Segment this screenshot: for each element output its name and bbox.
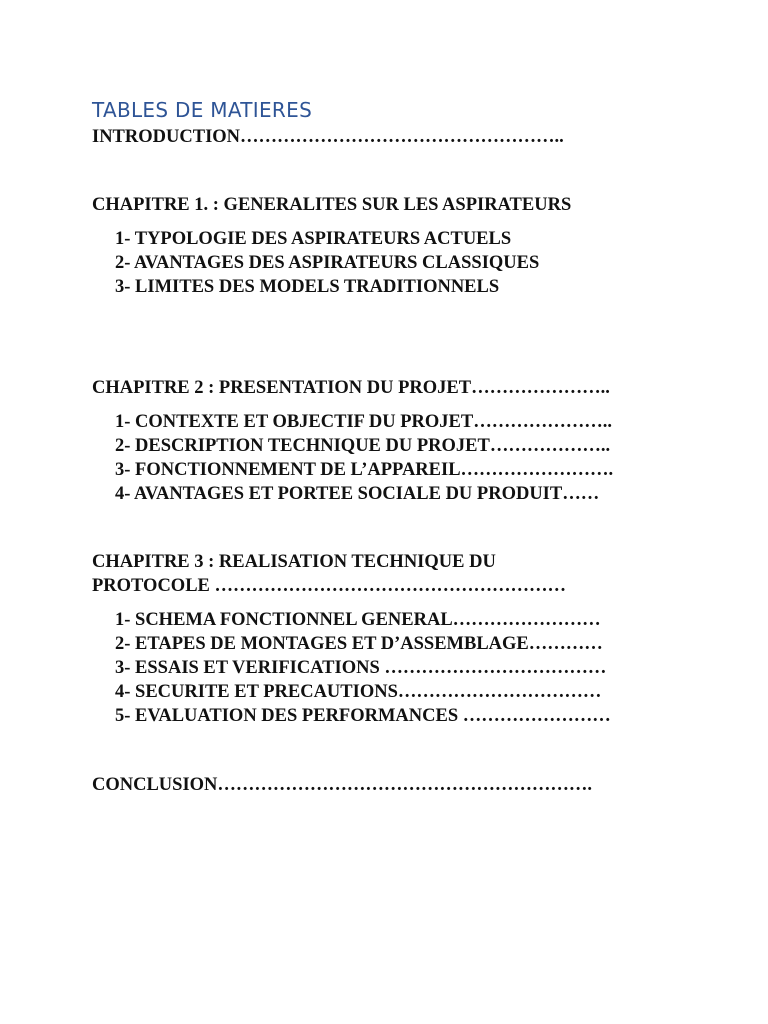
- chapter-1-item: 2- AVANTAGES DES ASPIRATEURS CLASSIQUES: [115, 253, 540, 273]
- toc-entry-conclusion: CONCLUSION…………………………………………………….: [92, 775, 593, 795]
- chapter-1-item: 3- LIMITES DES MODELS TRADITIONNELS: [115, 277, 500, 297]
- chapter-2-item: 2- DESCRIPTION TECHNIQUE DU PROJET………………..: [115, 436, 611, 456]
- toc-heading: TABLES DE MATIERES: [92, 98, 313, 122]
- chapter-3-title-continued: PROTOCOLE …………………………………………………: [92, 576, 566, 596]
- chapter-1-title: CHAPITRE 1. : GENERALITES SUR LES ASPIRATEURS: [92, 195, 572, 215]
- chapter-3-item: 2- ETAPES DE MONTAGES ET D’ASSEMBLAGE…………: [115, 634, 603, 654]
- chapter-2-item: 3- FONCTIONNEMENT DE L’APPAREIL…………………….: [115, 460, 614, 480]
- toc-entry-introduction: INTRODUCTION……………………………………………..: [92, 127, 564, 147]
- chapter-2-title: CHAPITRE 2 : PRESENTATION DU PROJET…………………..: [92, 378, 610, 398]
- chapter-3-item: 5- EVALUATION DES PERFORMANCES ……………………: [115, 706, 611, 726]
- chapter-2-item: 4- AVANTAGES ET PORTEE SOCIALE DU PRODUIT……: [115, 484, 600, 504]
- chapter-1-item: 1- TYPOLOGIE DES ASPIRATEURS ACTUELS: [115, 229, 512, 249]
- chapter-3-item: 4- SECURITE ET PRECAUTIONS……………………………: [115, 682, 602, 702]
- chapter-3-title: CHAPITRE 3 : REALISATION TECHNIQUE DU: [92, 552, 496, 572]
- chapter-2-item: 1- CONTEXTE ET OBJECTIF DU PROJET…………………..: [115, 412, 612, 432]
- chapter-3-item: 1- SCHEMA FONCTIONNEL GENERAL……………………: [115, 610, 601, 630]
- chapter-3-item: 3- ESSAIS ET VERIFICATIONS ………………………………: [115, 658, 607, 678]
